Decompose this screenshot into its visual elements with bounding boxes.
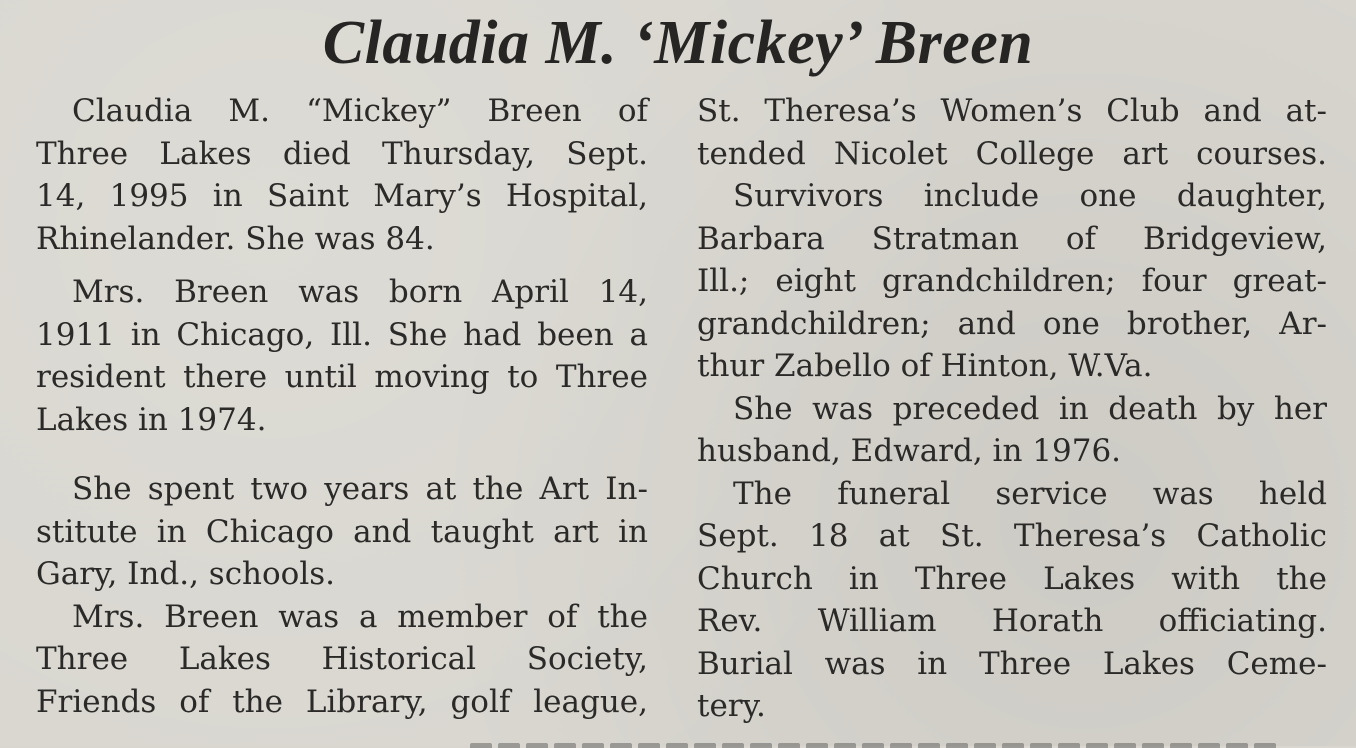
- text-line: She spent two years at the Art In-: [72, 471, 648, 507]
- text-line: Claudia M. “Mickey” Breen of: [72, 93, 648, 129]
- cut-off-next-line: [470, 738, 1330, 748]
- text-line: Church in Three Lakes with the: [697, 560, 1327, 597]
- text-line: The funeral service was held: [733, 475, 1327, 512]
- text-line: Ill.; eight grandchildren; four great-: [697, 263, 1327, 299]
- text-line: Three Lakes Historical Society,: [36, 641, 648, 677]
- text-line: grandchildren; and one brother, Ar-: [697, 305, 1327, 342]
- text-line: Barbara Stratman of Bridgeview,: [697, 220, 1327, 257]
- text-line: Rev. William Horath officiating.: [697, 603, 1327, 639]
- text-line: Rhinelander. She was 84.: [36, 220, 435, 257]
- text-line: Lakes in 1974.: [36, 401, 267, 438]
- text-line: Survivors include one daughter,: [733, 178, 1327, 214]
- text-line: Sept. 18 at St. Theresa’s Catholic: [697, 518, 1327, 554]
- text-line: Friends of the Library, golf league,: [36, 683, 648, 720]
- text-line: resident there until moving to Three: [36, 359, 648, 395]
- text-line: Mrs. Breen was a member of the: [72, 598, 648, 635]
- text-line: 14, 1995 in Saint Mary’s Hospital,: [36, 178, 648, 214]
- text-line: husband, Edward, in 1976.: [697, 433, 1122, 469]
- text-line: stitute in Chicago and taught art in: [36, 513, 648, 550]
- text-line: Three Lakes died Thursday, Sept.: [36, 135, 648, 172]
- text-line: tery.: [697, 688, 766, 724]
- text-line: She was preceded in death by her: [733, 390, 1327, 427]
- text-line: tended Nicolet College art courses.: [697, 135, 1327, 172]
- text-line: Gary, Ind., schools.: [36, 556, 336, 592]
- left-column: [36, 90, 648, 723]
- text-line: 1911 in Chicago, Ill. She had been a: [36, 316, 648, 353]
- text-line: thur Zabello of Hinton, W.Va.: [697, 348, 1153, 384]
- text-line: Mrs. Breen was born April 14,: [72, 274, 648, 310]
- obituary-headline: Claudia M. ‘Mickey’ Breen: [322, 9, 1034, 77]
- right-column: [697, 90, 1327, 728]
- text-line: St. Theresa’s Women’s Club and at-: [697, 93, 1327, 129]
- text-line: Burial was in Three Lakes Ceme-: [697, 645, 1327, 682]
